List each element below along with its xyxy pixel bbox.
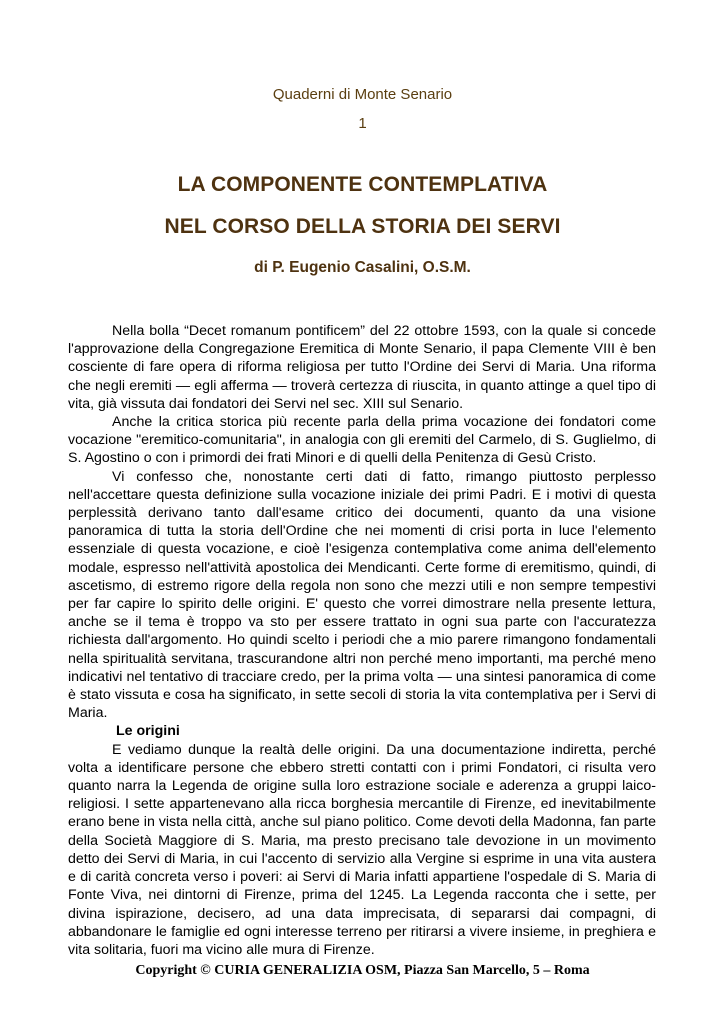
copyright-footer: Copyright © CURIA GENERALIZIA OSM, Piazza San Marcello, 5 – Roma [135, 963, 590, 978]
series-title: Quaderni di Monte Senario [272, 86, 453, 103]
issue-number: 1 [358, 115, 367, 132]
paragraph: Vi confesso che, nonostante certi dati di fatto, rimango piuttosto perplesso nell'accettare questa definizione sulla vocazione iniziale dei primi Padri. E i motivi di questa perplessità derivano tanto dall'esame critico dei documenti, quanto da una visione panoramica di tutta la storia dell'Ordine che nei momenti di crisi porta in luce l'elemento essenziale di questa vocazione, e cioè l'esigenza contemplativa come anima dell'elemento modale, espresso nell'attività apostolica dei Mendicanti. Certe forme di eremitismo, quindi, di ascetismo, di estremo rigore della regola non sono che mezzi utili e non sempre tempestivi per far capire lo spirito delle origini. E' questo che vorrei dimostrare nella presente lettura, anche se il tema è troppo va sto per essere trattato in ogni sua parte con l'accuratezza richiesta dall'argomento. Ho quindi scelto i periodi che a mio parere rimangono fondamentali nella spiritualità servitana, trascurandone altri non perché meno importanti, ma perché meno indicativi nel tentativo di tracciare credo, per la prima volta — una sintesi panoramica di come è stato vissuta e cosa ha significato, in sette secoli di storia la vita contemplativa per i Servi di Maria. [68, 468, 656, 722]
author-byline: di P. Eugenio Casalini, O.S.M. [254, 259, 471, 276]
document-title-line-2: NEL CORSO DELLA STORIA DEI SERVI [164, 215, 561, 238]
body-text [68, 322, 656, 959]
paragraph: Nella bolla “Decet romanum pontificem” del 22 ottobre 1593, con la quale si concede l'approvazione della Congregazione Eremitica di Monte Senario, il papa Clemente VIII è ben cosciente di fare opera di riforma religiosa per tutto l'Ordine dei Servi di Maria. Una riforma che negli eremiti — egli afferma — troverà certezza di riuscita, in quanto attinge a quel tipo di vita, già vissuta dai fondatori dei Servi nel sec. XIII sul Senario. [68, 323, 656, 412]
section-heading: Le origini [116, 723, 180, 740]
paragraph: Anche la critica storica più recente parla della prima vocazione dei fondatori come vocazione "eremitico-comunitaria", in analogia con gli eremiti del Carmelo, di S. Guglielmo, di S. Agostino o con i primordi dei frati Minori e di quelli della Penitenza di Gesù Cristo. [68, 414, 656, 467]
document-title-line-1: LA COMPONENTE CONTEMPLATIVA [177, 173, 548, 196]
paragraph: E vediamo dunque la realtà delle origini. Da una documentazione indiretta, perché volta a identificare persone che ebbero stretti contatti con i primi Fondatori, ci risulta vero quanto narra la Legenda de origine sulla loro estrazione sociale e aderenza a gruppi laico-religiosi. I sette appartenevano alla ricca borghesia mercantile di Firenze, ed inevitabilmente erano bene in vista nella città, anche sul piano politico. Come devoti della Madonna, fan parte della Società Maggiore di S. Maria, ma presto precisano tale devozione in un movimento detto dei Servi di Maria, in cui l'accento di servizio alla Vergine si esprime in una vita austera e di carità concreta verso i poveri: ai Servi di Maria infatti appartiene l'ospedale di S. Maria di Fonte Viva, nei dintorni di Firenze, prima del 1245. La Legenda racconta che i sette, per divina ispirazione, decisero, ad una data imprecisata, di separarsi dai compagni, di abbandonare le famiglie ed ogni interesse terreno per ritirarsi a vivere insieme, in preghiera e vita solitaria, fuori ma vicino alle mura di Firenze. [68, 741, 656, 958]
